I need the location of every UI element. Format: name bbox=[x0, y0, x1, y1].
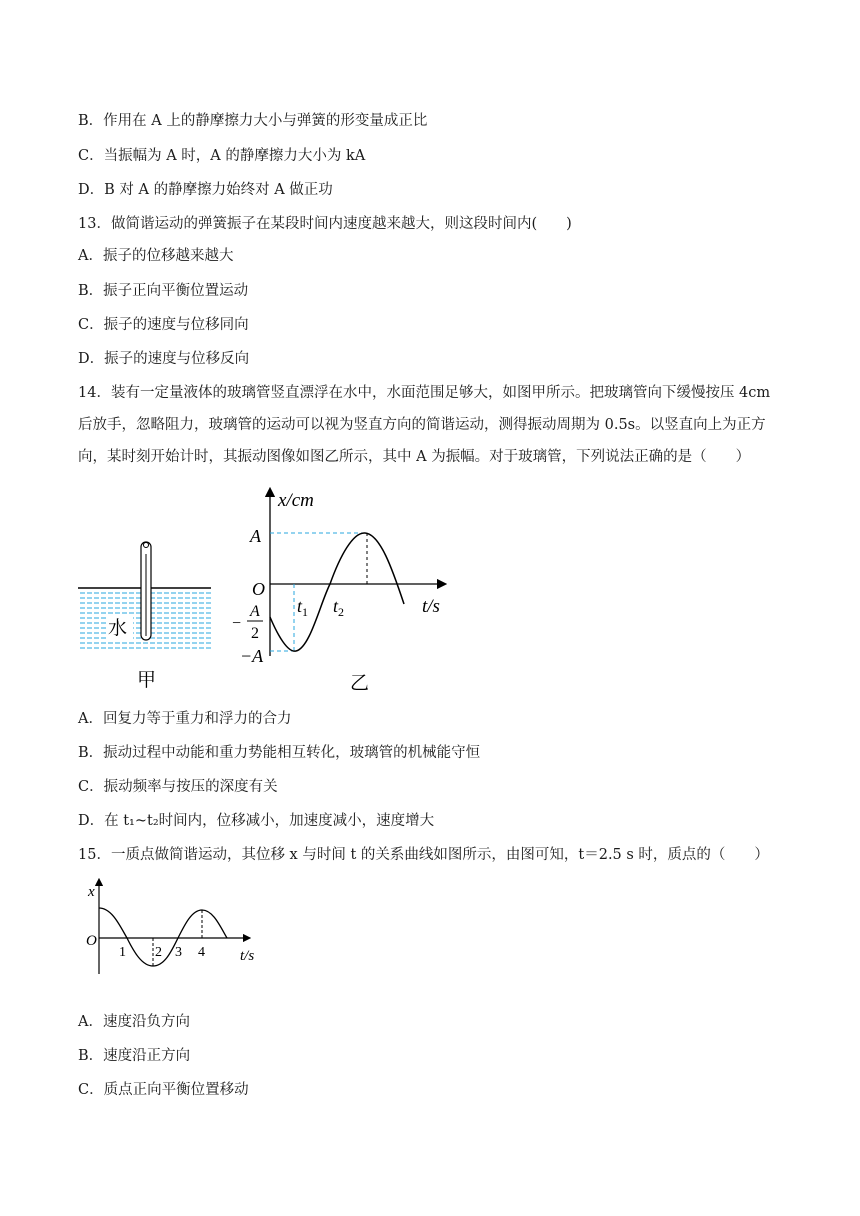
q15-origin: O bbox=[86, 933, 97, 949]
water-label: 水 bbox=[108, 618, 128, 639]
q15-x-label: t/s bbox=[240, 948, 255, 964]
q15-option-b: B．速度沿正方向 bbox=[78, 1048, 191, 1064]
q15-tick-3: 3 bbox=[175, 945, 182, 960]
y-tick-half-sign: − bbox=[232, 615, 242, 632]
q15-option-c: C．质点正向平衡位置移动 bbox=[78, 1082, 249, 1098]
q12-option-c: C．当振幅为 A 时，A 的静摩擦力大小为 kA bbox=[78, 148, 366, 164]
figure-yi-caption: 乙 bbox=[350, 673, 370, 691]
y-tick-a: A bbox=[250, 526, 261, 546]
q15-option-a: A．速度沿负方向 bbox=[78, 1014, 190, 1030]
q13-option-d: D．振子的速度与位移反向 bbox=[78, 351, 250, 367]
q15-stem: 15．一质点做简谐运动，其位移 x 与时间 t 的关系曲线如图所示，由图可知，t＝2.5 s 时，质点的（ ） bbox=[78, 847, 769, 863]
q15-tick-2: 2 bbox=[155, 945, 162, 960]
q14-stem-line1: 14．装有一定量液体的玻璃管竖直漂浮在水中，水面范围足够大，如图甲所示。把玻璃管向下缓慢按压 4cm bbox=[78, 385, 771, 401]
q14-option-c: C．振动频率与按压的深度有关 bbox=[78, 779, 278, 795]
q14-option-b: B．振动过程中动能和重力势能相互转化，玻璃管的机械能守恒 bbox=[78, 745, 481, 761]
figure-jia-floating-tube bbox=[78, 530, 218, 695]
q14-stem-line2: 后放手，忽略阻力，玻璃管的运动可以视为竖直方向的简谐运动，测得振动周期为 0.5s。以竖直向上为正方 bbox=[78, 417, 766, 433]
q13-option-a: A．振子的位移越来越大 bbox=[78, 248, 234, 264]
glass-tube bbox=[141, 542, 151, 640]
q13-option-c: C．振子的速度与位移同向 bbox=[78, 317, 249, 333]
q15-tick-4: 4 bbox=[198, 945, 205, 960]
q15-tick-1: 1 bbox=[119, 945, 126, 960]
displacement-curve bbox=[270, 533, 404, 651]
y-tick-neg-a: −A bbox=[240, 646, 264, 666]
figure-jia-caption: 甲 bbox=[137, 670, 157, 691]
q13-stem: 13．做简谐运动的弹簧振子在某段时间内速度越来越大，则这段时间内( ) bbox=[78, 216, 572, 232]
figure-q15-xt-graph bbox=[82, 878, 267, 978]
y-tick-half-numerator: A bbox=[250, 603, 260, 620]
q14-option-d: D．在 t₁~t₂时间内，位移减小，加速度减小，速度增大 bbox=[78, 813, 435, 829]
y-axis-label: x/cm bbox=[278, 490, 314, 511]
q12-option-b: B．作用在 A 上的静摩擦力大小与弹簧的形变量成正比 bbox=[78, 113, 428, 129]
figure-yi-vibration-graph bbox=[230, 486, 455, 691]
q13-option-b: B．振子正向平衡位置运动 bbox=[78, 283, 249, 299]
q15-y-label: x bbox=[88, 884, 95, 900]
t1-label: $t_1$ bbox=[297, 596, 309, 619]
q14-stem-line3: 向，某时刻开始计时，其振动图像如图乙所示，其中 A 为振幅。对于玻璃管，下列说法正确的是（ ） bbox=[78, 449, 751, 465]
t2-label: $t_2$ bbox=[333, 596, 345, 619]
q12-option-d: D．B 对 A 的静摩擦力始终对 A 做正功 bbox=[78, 182, 333, 198]
q14-option-a: A．回复力等于重力和浮力的合力 bbox=[78, 711, 292, 727]
origin-label: O bbox=[252, 579, 265, 599]
y-tick-half-denominator: 2 bbox=[251, 625, 259, 642]
x-axis-label: t/s bbox=[422, 596, 440, 617]
